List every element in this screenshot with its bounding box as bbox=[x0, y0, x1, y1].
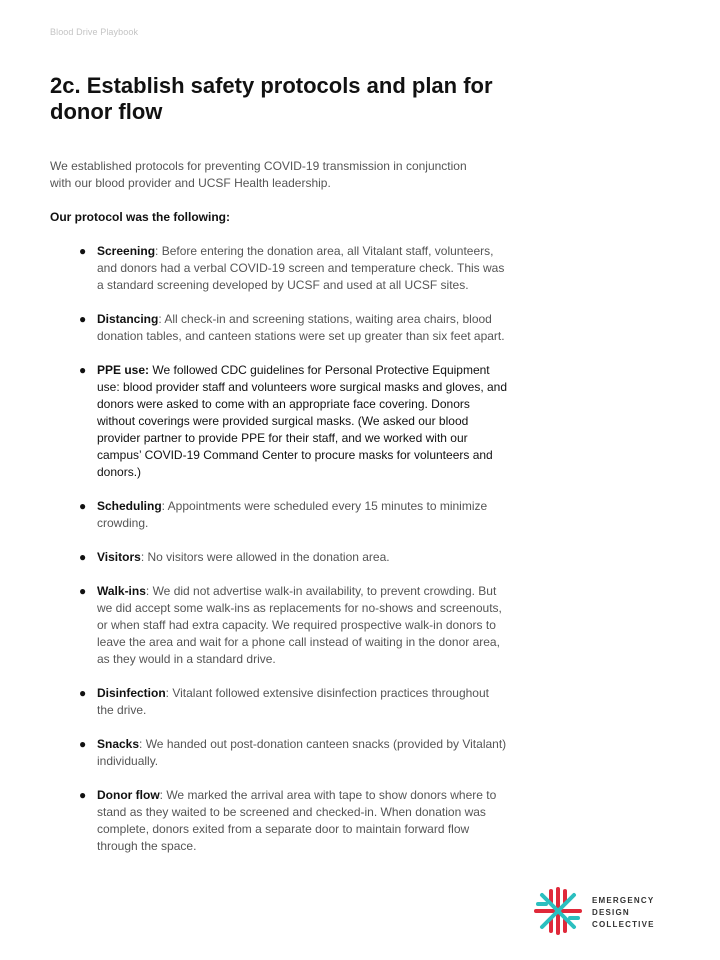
logo-mark-icon bbox=[533, 886, 583, 936]
protocol-term: Visitors bbox=[97, 550, 141, 564]
protocol-item bbox=[0, 362, 507, 481]
protocol-term: PPE use: bbox=[97, 363, 150, 377]
protocol-item bbox=[0, 583, 507, 668]
protocol-term: Disinfection bbox=[97, 686, 166, 700]
logo-line: EMERGENCY bbox=[592, 896, 655, 905]
bullet-icon: ● bbox=[79, 550, 87, 564]
protocol-term: Donor flow bbox=[97, 788, 160, 802]
intro-paragraph: We established protocols for preventing COVID-19 transmission in conjunction with our blood provider and UCSF Health leadership. bbox=[50, 159, 467, 190]
logo-wordmark bbox=[592, 895, 655, 931]
bullet-icon: ● bbox=[79, 584, 87, 598]
protocol-heading: Our protocol was the following: bbox=[50, 210, 230, 224]
protocol-item bbox=[0, 549, 507, 566]
protocol-item bbox=[0, 243, 507, 294]
running-header: Blood Drive Playbook bbox=[50, 27, 139, 37]
protocol-description: : Vitalant followed extensive disinfection practices throughout the drive. bbox=[97, 686, 489, 717]
protocol-item bbox=[0, 787, 507, 855]
protocol-term: Snacks bbox=[97, 737, 140, 751]
protocol-item bbox=[0, 311, 507, 345]
bullet-icon: ● bbox=[79, 244, 87, 258]
protocol-item bbox=[0, 685, 507, 719]
emergency-design-collective-logo bbox=[533, 886, 673, 938]
protocol-description: : We marked the arrival area with tape to show donors where to stand as they waited to be screened and checked-in. When donation was complete, donors exited from a separate door to maintain forward flow through the space. bbox=[97, 788, 497, 853]
bullet-icon: ● bbox=[79, 363, 87, 377]
protocol-description: : Before entering the donation area, all Vitalant staff, volunteers, and donors had a verbal COVID-19 screen and temperature check. This was a standard screening developed by UCSF and used at all UCSF sites. bbox=[97, 244, 505, 292]
bullet-icon: ● bbox=[79, 686, 87, 700]
bullet-icon: ● bbox=[79, 499, 87, 513]
protocol-term: Walk-ins bbox=[97, 584, 146, 598]
protocol-term: Distancing bbox=[97, 312, 159, 326]
protocol-list bbox=[0, 243, 720, 872]
protocol-description: : All check-in and screening stations, waiting area chairs, blood donation tables, and canteen stations were set up greater than six feet apart. bbox=[97, 312, 505, 343]
protocol-description: : No visitors were allowed in the donation area. bbox=[140, 550, 390, 564]
protocol-description: : Appointments were scheduled every 15 minutes to minimize crowding. bbox=[97, 499, 488, 530]
page-title: 2c. Establish safety protocols and plan for donor flow bbox=[50, 73, 493, 124]
protocol-term: Screening bbox=[97, 244, 156, 258]
bullet-icon: ● bbox=[79, 788, 87, 802]
protocol-term: Scheduling bbox=[97, 499, 162, 513]
protocol-item bbox=[0, 736, 507, 770]
bullet-icon: ● bbox=[79, 737, 87, 751]
logo-line: COLLECTIVE bbox=[592, 920, 655, 929]
logo-line: DESIGN bbox=[592, 908, 630, 917]
protocol-description: : We did not advertise walk-in availability, to prevent crowding. But we did accept some walk-ins as replacements for no-shows and screenouts, or when staff had extra capacity. We required prospective walk-in donors to leave the area and wait for a phone call instead of waiting in the donor area, as they would in a standard drive. bbox=[97, 584, 502, 666]
protocol-item bbox=[0, 498, 507, 532]
protocol-description: : We handed out post-donation canteen snacks (provided by Vitalant) individually. bbox=[97, 737, 507, 768]
protocol-description: We followed CDC guidelines for Personal Protective Equipment use: blood provider staff and volunteers wore surgical masks and gloves, and donors were asked to come with an appropriate face covering. Donors without coverings were provided surgical masks. (We asked our blood provider partner to provide PPE for their staff, and we worked with our campus’ COVID-19 Command Center to procure masks for volunteers and donors.) bbox=[97, 363, 508, 479]
bullet-icon: ● bbox=[79, 312, 87, 326]
